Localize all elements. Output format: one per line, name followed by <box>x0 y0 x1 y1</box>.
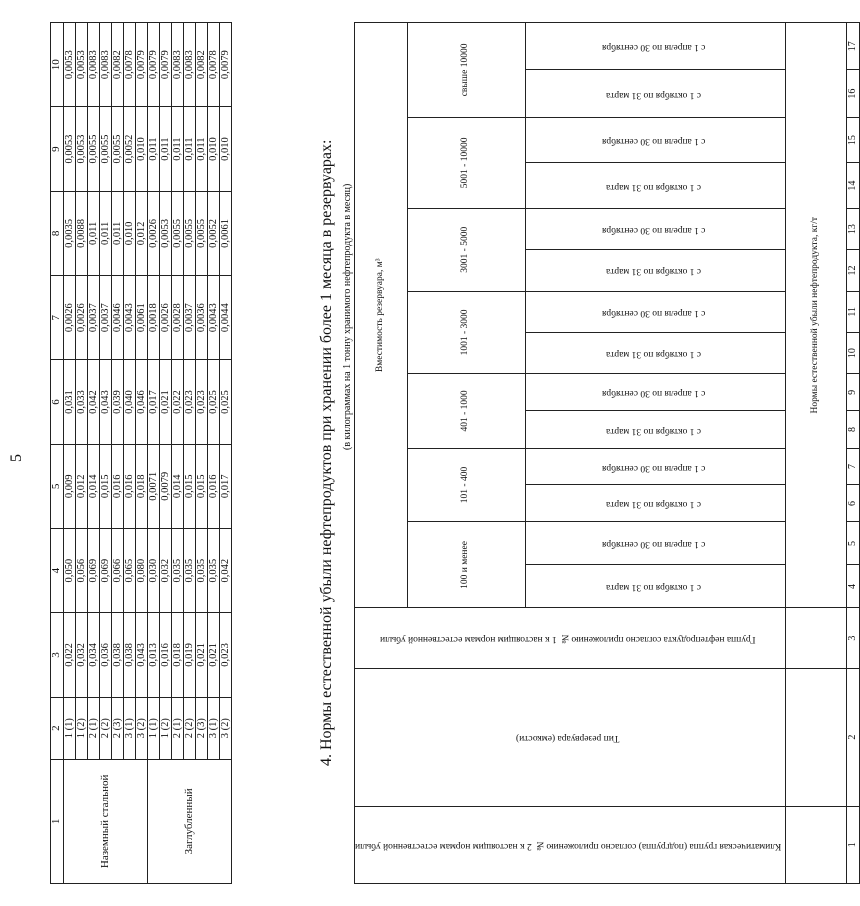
column-number: 4 <box>846 565 859 608</box>
value-cell: 0,069 <box>88 528 100 612</box>
value-cell: 0,0083 <box>184 23 196 107</box>
value-cell: 0,0061 <box>220 191 232 275</box>
table-row <box>112 23 124 884</box>
value-cell: 0,0053 <box>76 107 88 191</box>
value-cell: 0,034 <box>88 613 100 697</box>
value-cell: 0,015 <box>184 444 196 528</box>
value-cell: 0,010 <box>208 107 220 191</box>
period-apr-sep-text: с 1 апреля по 30 сентября <box>601 462 706 473</box>
value-cell: 0,0037 <box>100 276 112 360</box>
table-row <box>64 23 76 884</box>
value-cell: 0,021 <box>160 360 172 444</box>
period-apr-sep-text: с 1 апреля по 30 сентября <box>601 388 706 399</box>
value-cell: 0,0052 <box>208 191 220 275</box>
value-cell: 0,010 <box>124 191 136 275</box>
value-cell: 0,035 <box>172 528 184 612</box>
value-cell: 0,039 <box>112 360 124 444</box>
column-number: 2 <box>846 668 859 806</box>
table-row <box>136 23 148 884</box>
value-cell: 0,011 <box>148 107 160 191</box>
column-number: 9 <box>846 374 859 411</box>
column-number: 5 <box>846 522 859 565</box>
column-number: 1 <box>846 806 859 883</box>
capacity-header: Вместимость резервуара, м³ <box>355 23 408 609</box>
value-cell: 0,0053 <box>160 191 172 275</box>
table-row <box>148 23 160 884</box>
period-oct-mar <box>525 163 785 209</box>
period-oct-mar <box>525 411 785 448</box>
value-cell: 0,030 <box>148 528 160 612</box>
value-cell: 0,0088 <box>76 191 88 275</box>
tank-type-header <box>355 668 786 806</box>
value-cell: 0,025 <box>220 360 232 444</box>
value-cell: 0,0079 <box>160 23 172 107</box>
capacity-cell: 3001 - 5000 <box>408 208 526 291</box>
capacity-cell: 1001 - 3000 <box>408 291 526 374</box>
value-cell: 0,0053 <box>64 23 76 107</box>
capacity-cell: 101 - 400 <box>408 448 526 522</box>
column-number: 15 <box>846 117 859 163</box>
column-number: 14 <box>846 163 859 209</box>
value-cell: 0,0043 <box>124 276 136 360</box>
value-cell: 0,012 <box>76 444 88 528</box>
value-cell: 0,035 <box>208 528 220 612</box>
value-cell: 0,0083 <box>88 23 100 107</box>
value-cell: 0,0078 <box>124 23 136 107</box>
page-number: 5 <box>8 454 25 462</box>
period-oct-mar <box>525 565 785 608</box>
value-cell: 0,0055 <box>172 191 184 275</box>
header-cell: 8 <box>51 191 64 275</box>
value-cell: 0,014 <box>88 444 100 528</box>
table-row <box>208 23 220 884</box>
value-cell: 0,011 <box>100 191 112 275</box>
product-group-cell: 2 (3) <box>196 697 208 759</box>
value-cell: 0,0055 <box>100 107 112 191</box>
column-number: 12 <box>846 250 859 291</box>
norms-table-header <box>354 22 860 884</box>
period-oct-mar <box>525 250 785 291</box>
value-cell: 0,035 <box>184 528 196 612</box>
value-cell: 0,042 <box>88 360 100 444</box>
period-oct-mar-text: с 1 октября по 31 марта <box>606 582 702 593</box>
value-cell: 0,011 <box>184 107 196 191</box>
value-cell: 0,043 <box>136 613 148 697</box>
product-group-cell: 3 (2) <box>136 697 148 759</box>
value-cell: 0,046 <box>136 360 148 444</box>
value-cell: 0,042 <box>220 528 232 612</box>
column-number: 10 <box>846 332 859 373</box>
value-cell: 0,050 <box>64 528 76 612</box>
column-number: 7 <box>846 448 859 485</box>
period-apr-sep <box>525 522 785 565</box>
value-cell: 0,016 <box>124 444 136 528</box>
value-cell: 0,0082 <box>196 23 208 107</box>
column-number: 16 <box>846 70 859 117</box>
value-cell: 0,040 <box>124 360 136 444</box>
capacity-cell: свыше 10000 <box>408 23 526 118</box>
header-cell: 2 <box>51 697 64 759</box>
value-cell: 0,0079 <box>148 23 160 107</box>
value-cell: 0,035 <box>196 528 208 612</box>
value-cell: 0,0079 <box>220 23 232 107</box>
table-row <box>100 23 112 884</box>
period-apr-sep <box>525 117 785 163</box>
period-oct-mar-text: с 1 октября по 31 марта <box>606 349 702 360</box>
product-group-cell: 2 (2) <box>100 697 112 759</box>
value-cell: 0,036 <box>100 613 112 697</box>
value-cell: 0,033 <box>76 360 88 444</box>
value-cell: 0,066 <box>112 528 124 612</box>
value-cell: 0,022 <box>172 360 184 444</box>
header-cell: 4 <box>51 528 64 612</box>
value-cell: 0,0079 <box>136 23 148 107</box>
value-cell: 0,012 <box>136 191 148 275</box>
product-group-cell: 1 (1) <box>148 697 160 759</box>
table-row <box>160 23 172 884</box>
period-apr-sep-text: с 1 апреля по 30 сентября <box>601 42 706 53</box>
value-cell: 0,043 <box>100 360 112 444</box>
value-cell: 0,0026 <box>64 276 76 360</box>
product-group-cell: 1 (2) <box>160 697 172 759</box>
header-cell: 1 <box>51 759 64 883</box>
value-cell: 0,0018 <box>148 276 160 360</box>
value-cell: 0,0052 <box>124 107 136 191</box>
value-cell: 0,016 <box>160 613 172 697</box>
column-number: 11 <box>846 291 859 332</box>
value-cell: 0,016 <box>112 444 124 528</box>
table-row <box>196 23 208 884</box>
header-row-a <box>355 23 408 884</box>
value-cell: 0,032 <box>76 613 88 697</box>
product-group-cell: 3 (1) <box>208 697 220 759</box>
value-cell: 0,0026 <box>160 276 172 360</box>
product-group-header-text: Группа нефтепродукта согласно приложению № 1 к настоящим нормам естественной убыли <box>380 634 756 645</box>
period-oct-mar <box>525 332 785 373</box>
value-cell: 0,0083 <box>100 23 112 107</box>
value-cell: 0,015 <box>196 444 208 528</box>
value-cell: 0,025 <box>208 360 220 444</box>
header-cell: 5 <box>51 444 64 528</box>
period-apr-sep <box>525 448 785 485</box>
period-apr-sep-text: с 1 апреля по 30 сентября <box>601 136 706 147</box>
column-number: 3 <box>846 608 859 668</box>
value-cell: 0,0055 <box>88 107 100 191</box>
product-group-cell: 1 (1) <box>64 697 76 759</box>
header-cell: 6 <box>51 360 64 444</box>
norms-table-continued <box>50 22 232 884</box>
value-cell: 0,018 <box>136 444 148 528</box>
value-cell: 0,0028 <box>172 276 184 360</box>
value-cell: 0,032 <box>160 528 172 612</box>
value-cell: 0,0071 <box>148 444 160 528</box>
period-oct-mar-text: с 1 октября по 31 марта <box>606 425 702 436</box>
value-cell: 0,010 <box>220 107 232 191</box>
tank-type-cell: Заглубленный <box>148 759 232 883</box>
product-group-cell: 3 (2) <box>220 697 232 759</box>
value-cell: 0,023 <box>196 360 208 444</box>
period-apr-sep-text: с 1 апреля по 30 сентября <box>601 225 706 236</box>
value-cell: 0,080 <box>136 528 148 612</box>
value-cell: 0,018 <box>172 613 184 697</box>
value-cell: 0,0055 <box>184 191 196 275</box>
value-cell: 0,011 <box>112 191 124 275</box>
product-group-header <box>355 608 786 668</box>
value-cell: 0,0083 <box>172 23 184 107</box>
period-oct-mar <box>525 70 785 117</box>
value-cell: 0,0036 <box>196 276 208 360</box>
value-cell: 0,011 <box>172 107 184 191</box>
norms-caption: Нормы естественной убыли нефтепродукта, кг/т <box>785 23 846 609</box>
capacity-cell: 5001 - 10000 <box>408 117 526 208</box>
value-cell: 0,011 <box>88 191 100 275</box>
table-row <box>124 23 136 884</box>
period-oct-mar-text: с 1 октября по 31 марта <box>606 89 702 100</box>
spacer-cell <box>785 608 846 668</box>
table-row <box>88 23 100 884</box>
climatic-group-header <box>355 806 786 883</box>
value-cell: 0,017 <box>220 444 232 528</box>
product-group-cell: 2 (2) <box>184 697 196 759</box>
value-cell: 0,0053 <box>76 23 88 107</box>
value-cell: 0,010 <box>136 107 148 191</box>
spacer-cell <box>785 806 846 883</box>
value-cell: 0,022 <box>64 613 76 697</box>
value-cell: 0,0079 <box>160 444 172 528</box>
value-cell: 0,0026 <box>148 191 160 275</box>
header-cell: 10 <box>51 23 64 107</box>
header-cell: 3 <box>51 613 64 697</box>
value-cell: 0,0035 <box>64 191 76 275</box>
value-cell: 0,016 <box>208 444 220 528</box>
value-cell: 0,023 <box>220 613 232 697</box>
value-cell: 0,015 <box>100 444 112 528</box>
spacer-cell <box>785 668 846 806</box>
value-cell: 0,019 <box>184 613 196 697</box>
period-apr-sep <box>525 291 785 332</box>
value-cell: 0,0078 <box>208 23 220 107</box>
period-apr-sep <box>525 374 785 411</box>
value-cell: 0,0037 <box>88 276 100 360</box>
value-cell: 0,0061 <box>136 276 148 360</box>
value-cell: 0,056 <box>76 528 88 612</box>
value-cell: 0,009 <box>64 444 76 528</box>
value-cell: 0,069 <box>100 528 112 612</box>
capacity-cell: 100 и менее <box>408 522 526 608</box>
value-cell: 0,038 <box>124 613 136 697</box>
value-cell: 0,011 <box>160 107 172 191</box>
period-oct-mar <box>525 485 785 522</box>
value-cell: 0,014 <box>172 444 184 528</box>
column-number: 8 <box>846 411 859 448</box>
period-oct-mar-text: с 1 октября по 31 марта <box>606 181 702 192</box>
value-cell: 0,038 <box>112 613 124 697</box>
value-cell: 0,0053 <box>64 107 76 191</box>
column-numbers-row <box>846 23 859 884</box>
column-number: 17 <box>846 23 859 70</box>
value-cell: 0,021 <box>196 613 208 697</box>
climatic-group-header-text: Климатическая группа (подгруппа) согласно приложению № 2 к настоящим нормам естественной убыли <box>355 840 782 851</box>
product-group-cell: 2 (1) <box>172 697 184 759</box>
value-cell: 0,0055 <box>196 191 208 275</box>
header-cell: 9 <box>51 107 64 191</box>
value-cell: 0,013 <box>148 613 160 697</box>
table-row <box>172 23 184 884</box>
column-number: 13 <box>846 208 859 249</box>
tank-type-header-text: Тип резервуара (емкости) <box>516 733 620 744</box>
value-cell: 0,0026 <box>76 276 88 360</box>
value-cell: 0,031 <box>64 360 76 444</box>
units-note: (в килограммах на 1 тонну хранимого нефтепродукта в месяц) <box>342 183 353 450</box>
period-oct-mar-text: с 1 октября по 31 марта <box>606 499 702 510</box>
value-cell: 0,0082 <box>112 23 124 107</box>
period-apr-sep <box>525 208 785 249</box>
period-apr-sep-text: с 1 апреля по 30 сентября <box>601 539 706 550</box>
value-cell: 0,011 <box>196 107 208 191</box>
value-cell: 0,017 <box>148 360 160 444</box>
value-cell: 0,0043 <box>208 276 220 360</box>
value-cell: 0,0044 <box>220 276 232 360</box>
column-number: 6 <box>846 485 859 522</box>
norms-caption-row <box>785 23 846 884</box>
product-group-cell: 1 (2) <box>76 697 88 759</box>
value-cell: 0,0046 <box>112 276 124 360</box>
table-row <box>76 23 88 884</box>
period-apr-sep <box>525 23 785 70</box>
value-cell: 0,021 <box>208 613 220 697</box>
capacity-cell: 401 - 1000 <box>408 374 526 448</box>
table-row <box>184 23 196 884</box>
product-group-cell: 2 (3) <box>112 697 124 759</box>
period-apr-sep-text: с 1 апреля по 30 сентября <box>601 307 706 318</box>
header-cell: 7 <box>51 276 64 360</box>
product-group-cell: 3 (1) <box>124 697 136 759</box>
value-cell: 0,023 <box>184 360 196 444</box>
product-group-cell: 2 (1) <box>88 697 100 759</box>
tank-type-cell: Наземный стальной <box>64 759 148 883</box>
value-cell: 0,0055 <box>112 107 124 191</box>
value-cell: 0,0037 <box>184 276 196 360</box>
section-title: 4. Нормы естественной убыли нефтепродуктов при хранении более 1 месяца в резервуарах: <box>318 139 335 766</box>
period-oct-mar-text: с 1 октября по 31 марта <box>606 266 702 277</box>
value-cell: 0,065 <box>124 528 136 612</box>
header-row <box>51 23 64 884</box>
table-row <box>220 23 232 884</box>
